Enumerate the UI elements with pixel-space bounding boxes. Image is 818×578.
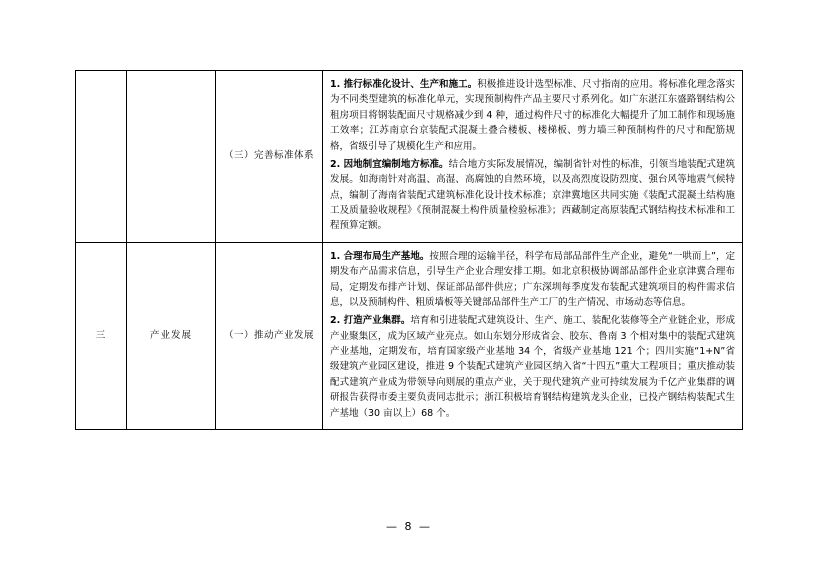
row-0-paragraph-2-text: 结合地方实际发展情况，编制省针对性的标准，引领当地装配式建筑发展。如海南针对高温、高湿、高腐蚀的自然环境，以及高烈度设防烈度、强台风等地震气候特点，编制了海南省装配式建筑标准化设计技术标准；京津冀地区共同实施《装配式混凝土结构施工及质量验收规程》《预制混凝土构件质量检验标准》；西藏制定高原装配式钢结构技术标准和工程预算定额。 bbox=[330, 158, 735, 232]
row-0-content bbox=[323, 71, 743, 243]
row-1-content bbox=[323, 242, 743, 429]
row-0-paragraph-1-text: 积极推进设计选型标准、尺寸指南的应用。将标准化理念落实为不同类型建筑的标准化单元，实现预制构件产品主要尺寸系列化。如广东湛江东盛路钢结构公租房项目将钢装配面尺寸规格减少到 4 种，通过构件尺寸的标准化大幅提升了加工制作和现场施工效率；江苏南京台京装配式混凝土叠合楼板、楼梯板、剪力墙三种预制构件的尺寸和配筋规格，省级引导了规模化生产和应用。 bbox=[330, 79, 735, 152]
row-1-paragraph-1-text: 按照合理的运输半径，科学布局部品部件生产企业，避免“一哄而上”，定期发布产品需求信息，引导生产企业合理安排工期。如北京积极协调部品部件企业京津冀合理布局，定期发布排产计划、保证部品部件供应；广东深圳每季度发布装配式建筑项目的构件需求信息，以及预制构件、粗质墙板等关键部品部件生产工厂的生产情况、市场动态等信息。 bbox=[330, 250, 735, 308]
row-1-section-title bbox=[216, 242, 323, 429]
table-row bbox=[76, 242, 743, 429]
row-0-section-title-text: （三）完善标准体系 bbox=[223, 150, 314, 162]
row-1-paragraph-2-text: 培育和引进装配式建筑设计、生产、施工、装配化装修等全产业链企业，形成产业聚集区，成为区域产业亮点。如山东划分形成省会、胶东、鲁南 3 个相对集中的装配式建筑产业基地，定期发布，培育国家级产业基地 34 个，省级产业基地 121 个；四川实施“1+N”省级建筑产业园区建设，推进 9 个装配式建筑产业园区纳入省“十四五”重大工程项目；重庆推动装配式建筑产业成为带领导向则展的重点产业，关于现代建筑产业可持续发展为千亿产业集群的调研报告获得市委主要负责同志批示；浙江积极培育钢结构建筑龙头企业，已投产钢结构装配式生产基地（30 亩以上）68 个。 bbox=[330, 315, 735, 419]
table-body bbox=[76, 71, 743, 430]
row-0-chapter-number bbox=[76, 71, 127, 243]
content-table bbox=[75, 70, 743, 430]
row-1-paragraph-2-lead: 2. 打造产业集群。 bbox=[330, 315, 411, 327]
row-1-section-title-text: （一）推动产业发展 bbox=[223, 329, 314, 341]
row-0-paragraph-2-lead: 2. 因地制宜编制地方标准。 bbox=[330, 158, 449, 170]
page-number: — 8 — bbox=[386, 520, 432, 533]
row-0-chapter-title bbox=[127, 71, 216, 243]
row-1-chapter-number: 三 bbox=[76, 242, 127, 429]
row-0-section-title bbox=[216, 71, 323, 243]
row-0-paragraph-2 bbox=[330, 157, 735, 234]
row-1-chapter-title: 产业发展 bbox=[127, 242, 216, 429]
table-row bbox=[76, 71, 743, 243]
row-0-paragraph-1-lead: 1. 推行标准化设计、生产和施工。 bbox=[330, 79, 478, 90]
row-1-paragraph-2 bbox=[330, 313, 735, 421]
row-1-paragraph-1 bbox=[330, 249, 735, 311]
row-0-paragraph-1 bbox=[330, 77, 735, 154]
row-1-paragraph-1-lead: 1. 合理布局生产基地。 bbox=[330, 250, 430, 262]
